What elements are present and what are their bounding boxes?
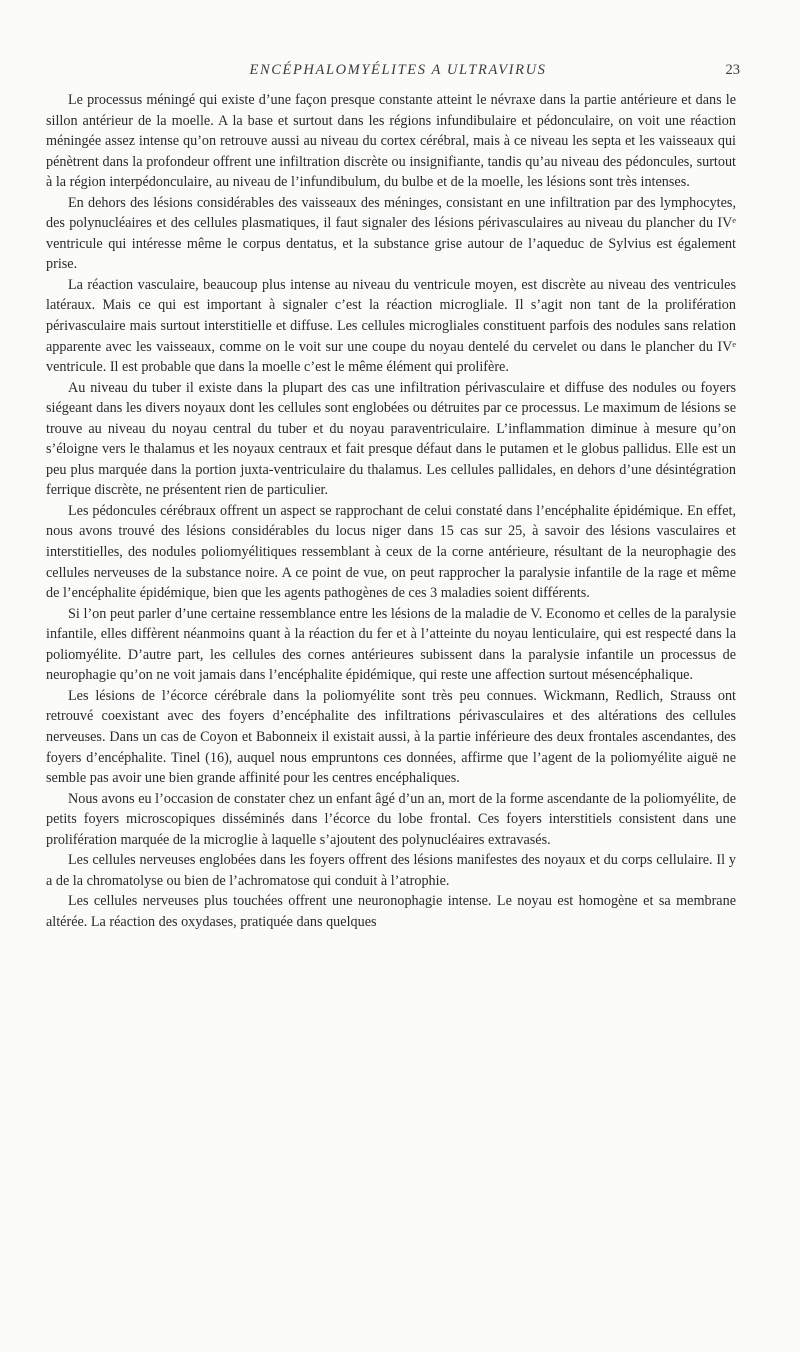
paragraph-tuber-infiltration: Au niveau du tuber il existe dans la plupart des cas une infiltration périvasculaire et diffuse des nodules ou foyers siégeant dans les divers noyaux dont les cellules sont englobées ou détruites par ce processus. Le maximum de lésions se trouve au niveau du noyau central du tuber et du noyau paraventriculaire. L’inflammation diminue à mesure qu’on s’éloigne vers le thalamus et les noyaux centraux et fait presque défaut dans le putamen et le globus pallidus. Elle est un peu plus marquée dans la portion juxta-ventriculaire du thalamus. Les cellules pallidales, en dehors d’une désintégration ferrique discrète, ne présentent rien de particulier.	[46, 379, 736, 499]
paragraph-meningeal-process: Le processus méningé qui existe d’une façon presque constante atteint le névraxe dans la partie antérieure et dans le sillon antérieur de la moelle. A la base et surtout dans les régions infundibulaire et pédonculaire, on voit une réaction méningée assez intense qu’on retrouve aussi au niveau du cortex cérébral, mais à ce niveau les septa et les vaisseaux qui pénètrent dans la profondeur offrent une infiltration discrète ou insignifiante, tandis qu’au niveau des pédoncules, surtout à la région interpédonculaire, au niveau de l’infundibulum, du bulbe et de la moelle, les lésions sont très intenses.	[46, 92, 736, 191]
body-text	[46, 90, 736, 932]
paragraph-microglial-reaction: La réaction vasculaire, beaucoup plus intense au niveau du ventricule moyen, est discrète au niveau des ventricules latéraux. Mais ce qui est important à signaler c’est la réaction microgliale. Il s’agit non tant de la prolifération périvasculaire mais surtout interstitielle et diffuse. Les cellules microgliales constituent parfois des nodules sans relation apparente avec les vaisseaux, comme on le voit sur une coupe du noyau dentelé du cervelet ou dans le plancher du IVᵉ ventricule. Il est probable que dans la moelle c’est le même élément qui prolifère.	[46, 276, 736, 376]
paragraph-cortex-lesions: Les lésions de l’écorce cérébrale dans la poliomyélite sont très peu connues. Wickmann, Redlich, Strauss ont retrouvé coexistant avec des foyers d’encéphalite des infiltrations périvasculaires et des altérations des cellules nerveuses. Dans un cas de Coyon et Babonneix il existait aussi, à la partie inférieure des deux frontales ascendantes, des foyers d’encéphalite. Tinel (16), auquel nous empruntons ces données, affirme que l’agent de la poliomyélite aiguë ne semble pas avoir une bien grande affinité pour les centres encéphaliques.	[46, 687, 736, 787]
paragraph-economo-comparison: Si l’on peut parler d’une certaine ressemblance entre les lésions de la maladie de V. Economo et celles de la paralysie infantile, elles diffèrent néanmoins quant à la réaction du fer et à l’atteinte du noyau lenticulaire, qui est respecté dans la poliomyélite. D’autre part, les cellules des cornes antérieures subissent dans la paralysie infantile un processus de neurophagie qu’on ne voit jamais dans l’encéphalite épidémique, qui reste une affection surtout mésencéphalique.	[46, 605, 736, 684]
paragraph-case-observation: Nous avons eu l’occasion de constater chez un enfant âgé d’un an, mort de la forme ascendante de la poliomyélite, de petits foyers microscopiques disséminés dans l’écorce du lobe frontal. Ces foyers interstitiels consistent dans une prolifération marquée de la microglie à laquelle s’ajoutent des polynucléaires extravasés.	[46, 790, 736, 848]
running-title: ENCÉPHALOMYÉLITES A ULTRAVIRUS	[249, 62, 547, 78]
paragraph-nerve-cells: Les cellules nerveuses englobées dans les foyers offrent des lésions manifestes des noyaux et du corps cellulaire. Il y a de la chromatolyse ou bien de l’achromatose qui conduit à l’atrophie.	[46, 852, 736, 889]
paragraph-perivascular-lesions: En dehors des lésions considérables des vaisseaux des méninges, consistant en une infiltration par des lymphocytes, des polynucléaires et des cellules plasmatiques, il faut signaler des lésions périvasculaires au niveau du plancher du IVᵉ ventricule qui intéresse même le corpus dentatus, et la substance grise autour de l’aqueduc de Sylvius est également prise.	[46, 194, 736, 273]
paragraph-cerebral-peduncles: Les pédoncules cérébraux offrent un aspect se rapprochant de celui constaté dans l’encéphalite épidémique. En effet, nous avons trouvé des lésions considérables du locus niger dans 15 cas sur 25, à savoir des lésions vasculaires et interstitielles, des nodules poliomyélitiques ressemblant à ceux de la corne antérieure, résultant de la neurophagie des cellules nerveuses de la substance noire. A ce point de vue, on peut rapprocher la paralysie infantile de la rage et même de l’encéphalite épidémique, bien que les agents pathogènes de ces 3 maladies soient différents.	[46, 502, 736, 602]
page-number: 23	[725, 62, 740, 78]
paragraph-neuronophagia: Les cellules nerveuses plus touchées offrent une neuronophagie intense. Le noyau est homogène et sa membrane altérée. La réaction des oxydases, pratiquée dans quelques	[46, 893, 736, 930]
